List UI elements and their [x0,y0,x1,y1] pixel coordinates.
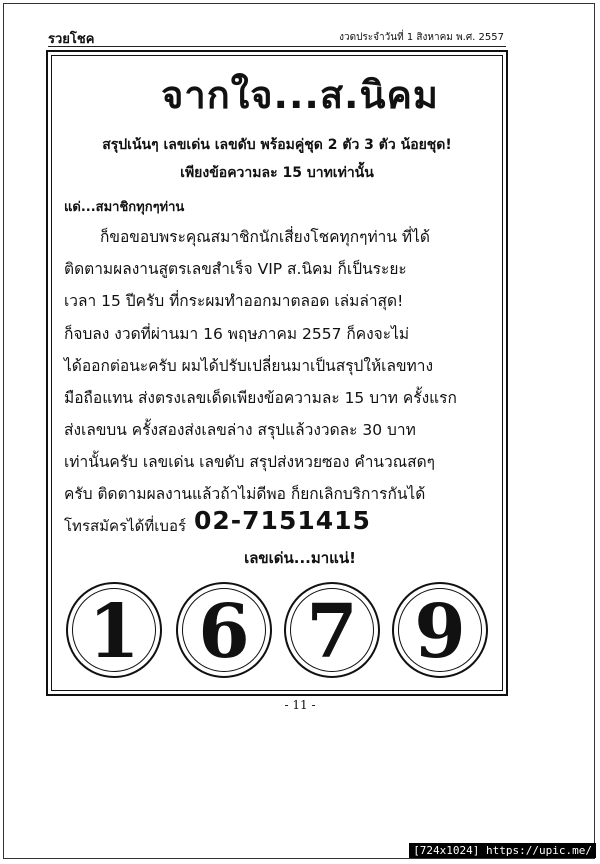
phone-number[interactable]: 02-7151415 [194,506,371,535]
highlight-text: เลขเด่น...มาแน่! [244,549,356,567]
running-header [48,28,504,48]
advert-title: จากใจ...ส.นิคม [161,73,439,117]
header-rule [48,46,506,47]
body-line: ครับ ติดตามผลงานแล้วถ้าไม่ดีพอ ก็ยกเลิกบริการกันได้ [64,485,426,503]
body-line: เวลา 15 ปีครับ ที่กระผมทำออกมาตลอด เล่มล่าสุด! [64,292,404,310]
digit: 1 [88,589,140,675]
digit-circle [66,582,162,678]
advert-subtitle: สรุปเน้นๆ เลขเด่น เลขดับ พร้อมคู่ชุด 2 ตัว 3 ตัว น้อยชุด! [102,137,452,153]
phone-label: โทรสมัครได้ที่เบอร์ [64,517,187,535]
body-line: ก็จบลง งวดที่ผ่านมา 16 พฤษภาคม 2557 ก็คงจะไม่ [64,325,410,343]
body-line: ได้ออกต่อนะครับ ผมได้ปรับเปลี่ยนมาเป็นสรุปให้เลขทาง [64,357,434,375]
digit: 9 [414,589,466,675]
digit: 6 [198,589,250,675]
digit-circle [176,582,272,678]
salutation: แด่...สมาชิกทุกๆท่าน [64,200,185,215]
digit-circle [284,582,380,678]
body-line: ส่งเลขบน ครั้งสองส่งเลขล่าง สรุปแล้วงวดละ 30 บาท [64,421,416,439]
issue-date: งวดประจำวันที่ 1 สิงหาคม พ.ศ. 2557 [339,32,504,43]
page-number: - 11 - [284,698,316,712]
digit: 7 [306,589,358,675]
body-line: เท่านั้นครับ เลขเด่น เลขดับ สรุปส่งหวยซอง คำนวณสดๆ [64,453,435,471]
advert-price: เพียงข้อความละ 15 บาทเท่านั้น [180,165,374,181]
magazine-name: รวยโชค [48,32,95,47]
body-line: ติดตามผลงานสูตรเลขสำเร็จ VIP ส.นิคม ก็เป็นระยะ [64,260,407,278]
image-host-watermark: [724x1024] https://upic.me/ [409,843,596,858]
phone-row [64,506,494,536]
body-line: มือถือแทน ส่งตรงเลขเด็ดเพียงข้อความละ 15 บาท ครั้งแรก [64,389,457,407]
body-line: ก็ขอขอบพระคุณสมาชิกนักเสี่ยงโชคทุกๆท่าน ที่ได้ [100,228,430,246]
digit-circle [392,582,488,678]
lucky-digits [66,582,492,680]
